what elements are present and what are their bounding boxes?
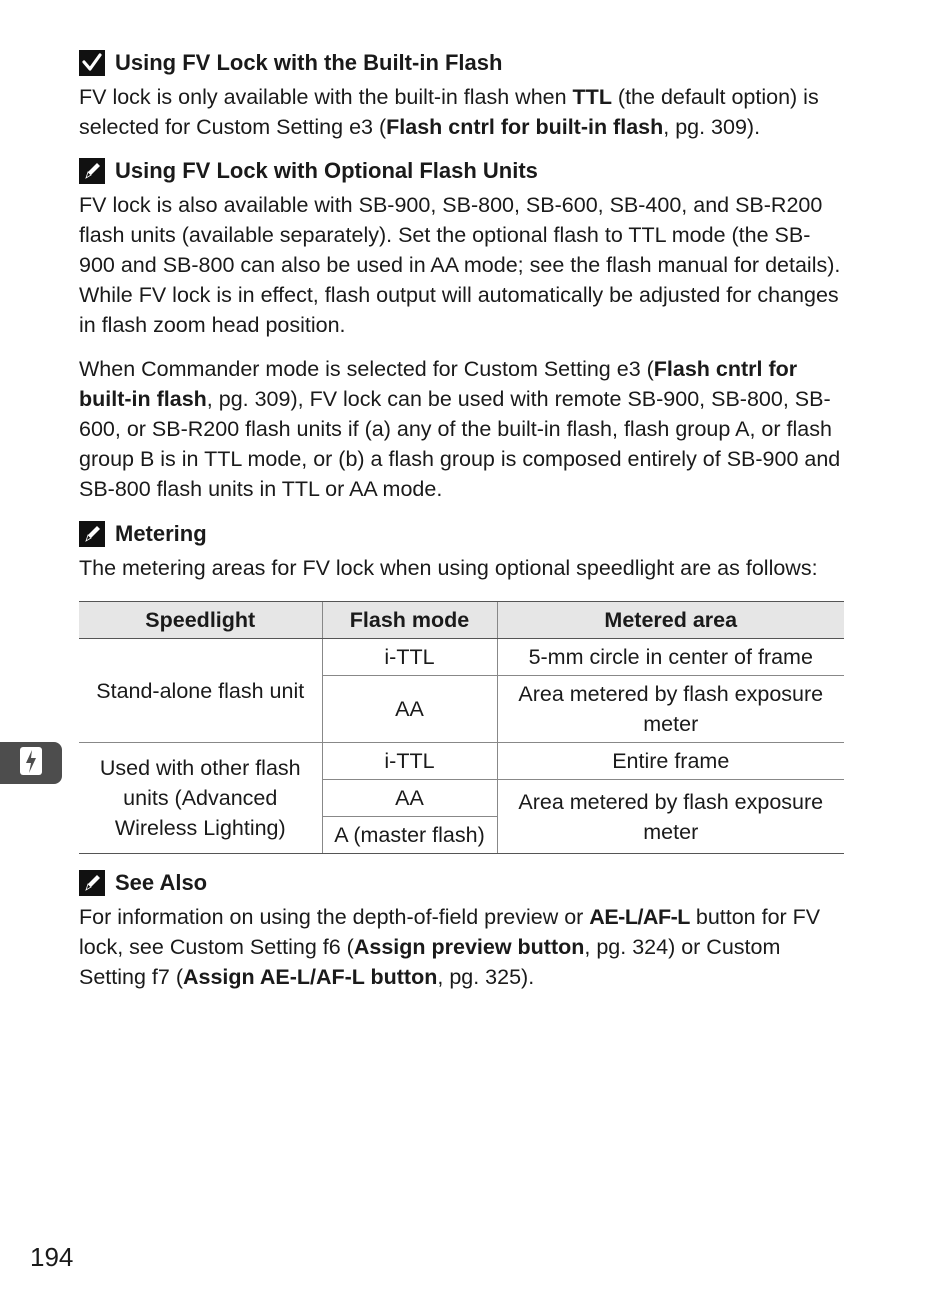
- page-content: [79, 48, 844, 992]
- flash-mode-cell: AA: [322, 780, 497, 817]
- check-box-icon: [79, 50, 105, 76]
- table-row: [79, 743, 844, 780]
- heading-text: Using FV Lock with the Built-in Flash: [115, 50, 503, 75]
- flash-icon: [19, 746, 43, 781]
- metered-area-cell: Area metered by flash exposure meter: [497, 676, 844, 743]
- metered-area-cell: Area metered by flash exposure meter: [497, 780, 844, 854]
- section-see-also: [79, 868, 844, 992]
- metered-area-cell: 5-mm circle in center of frame: [497, 639, 844, 676]
- bold-menu-item: Assign AE-L/AF-L button: [182, 965, 438, 989]
- section-heading: [79, 868, 844, 898]
- speedlight-cell: Used with other flash units (Advanced Wireless Lighting): [79, 743, 322, 854]
- flash-mode-cell: i-TTL: [322, 743, 497, 780]
- text-run: (the default option) is selected for Custom Setting e3 (: [79, 85, 819, 139]
- bold-ttl: TTL: [572, 85, 612, 109]
- metering-table: [79, 601, 844, 854]
- text-run: FV lock is only available with the built-in flash when: [79, 85, 573, 109]
- text-run: , pg. 325).: [437, 965, 535, 989]
- paragraph: [79, 82, 844, 142]
- paragraph: The metering areas for FV lock when using optional speedlight are as follows:: [79, 556, 818, 580]
- heading-text: See Also: [115, 870, 208, 895]
- bold-menu-item: Flash cntrl for built-in flash: [79, 357, 798, 411]
- paragraph: [79, 354, 844, 504]
- pencil-note-icon: [79, 870, 105, 896]
- section-metering: [79, 519, 844, 854]
- page-number: 194: [30, 1242, 74, 1272]
- heading-text: Metering: [115, 521, 207, 546]
- flash-mode-cell: A (master flash): [322, 817, 497, 854]
- text-run: , pg. 309), FV lock can be used with remote SB-900, SB-800, SB-600, or SB-R200 flash units if (a) any of the built-in flash, flash group A, or flash group B is in TTL mode, or (b) a flash group is composed entirely of SB-900 and SB-800 flash units in TTL or AA mode.: [79, 387, 841, 501]
- heading-text: Using FV Lock with Optional Flash Units: [115, 158, 538, 183]
- text-run: , pg. 324) or Custom Setting f7 (: [79, 935, 781, 989]
- section-heading: [79, 48, 844, 78]
- flash-mode-cell: i-TTL: [322, 639, 497, 676]
- column-header: Metered area: [497, 602, 844, 639]
- metered-area-cell: Entire frame: [497, 743, 844, 780]
- text-run: For information on using the depth-of-field preview or: [79, 905, 590, 929]
- section-heading: [79, 156, 844, 186]
- section-builtin-flash: [79, 48, 844, 142]
- section-heading: [79, 519, 844, 549]
- bold-menu-item: Assign preview button: [353, 935, 585, 959]
- pencil-note-icon: [79, 158, 105, 184]
- pencil-note-icon: [79, 521, 105, 547]
- table-row: [79, 639, 844, 676]
- text-run: , pg. 309).: [663, 115, 761, 139]
- column-header: Flash mode: [322, 602, 497, 639]
- text-run: button for FV lock, see Custom Setting f6 (: [79, 905, 821, 959]
- flash-mode-cell: AA: [322, 676, 497, 743]
- speedlight-cell: Stand-alone flash unit: [79, 639, 322, 743]
- bold-menu-item: Flash cntrl for built-in flash: [386, 115, 664, 139]
- table-header-row: [79, 602, 844, 639]
- paragraph: FV lock is also available with SB-900, SB-800, SB-600, SB-400, and SB-R200 flash units (available separately). Set the optional flash to TTL mode (the SB-900 and SB-800 can also be used in AA mode; see the flash manual for details). While FV lock is in effect, flash output will automatically be adjusted for changes in flash zoom head position.: [79, 193, 841, 337]
- section-optional-flash: [79, 156, 844, 504]
- text-run: When Commander mode is selected for Custom Setting e3 (: [79, 357, 654, 381]
- paragraph: [79, 902, 844, 992]
- column-header: Speedlight: [79, 602, 322, 639]
- chapter-tab: [0, 742, 62, 784]
- ae-l-af-l-button-label: AE-L/AF-L: [589, 905, 690, 929]
